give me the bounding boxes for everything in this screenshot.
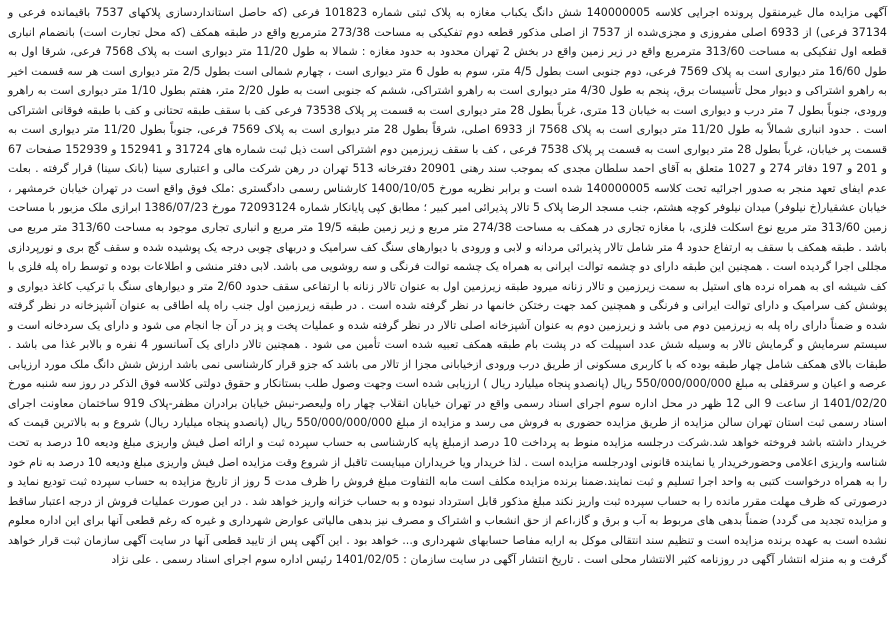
- notice-body-text: آگهی مزایده مال غیرمنقول پرونده اجرایی کلاسه 140000005 شش دانگ یکباب مغازه به پلاک ثبتی شماره 101823 فرعی (که حاصل استانداردسازی پلاکهای 7537 باقیمانده فرعی و 37134 فرعی) از 6933 اصلی مفروزی و مجزی‌شده از 7537 از اصلی مذکور قطعه دوم تفکیکی به مساحت 273/38 مترمربع واقع در طبقه همکف (که محل تجارت است) بانضمام انباری قطعه اول تفکیکی به مساحت 313/60 مترمربع واقع در زیر زمین واقع در بخش 2 تهران محدود به حدود مغازه : شمالا به طول 11/20 متر دیواری است به پلاک 7568 فرعی، شرقا اول به طول 16/60 متر دیواری است به پلاک 7569 فرعی، دوم جنوبی است بطول 4/5 متر، سوم به طول 6 متر دیواری است ، چهارم شمالی است بطول 2/5 متر دیواری است هر سه قسمت اخیر به راهرو اشتراکی و دیوار محل تأسیسات برق، پنجم به طول 4/30 متر دیواری است به راهرو اشتراکی، ششم که جنوبی است به طول 2/20 متر، هفتم بطول 1/10 متر دیواری است به راهرو ورودی، جنوباً بطول 7 متر درب و دیواری است به خیابان 13 متری، غرباً بطول 28 متر دیواری است به قسمت پر پلاک 73538 فرعی کف با سقف طبقه تحتانی و کف با طبقه فوقانی اشتراکی است . حدود انباری شمالاً به طول 11/20 متر دیواری است به پلاک 7568 از 6933 اصلی، شرقاً بطول 28 متر دیواری است به پلاک 7569 فرعی، جنوباً بطول 11/20 متر دیواری است به قسمت پر خیابان، غرباً بطول 28 متر دیواری است به قسمت پر پلاک 7538 فرعی ، کف با سقف زیرزمین دوم اشتراکی است ذیل ثبت شماره های 31724 و 152941 و 152939 صفحات 67 و 201 و 197 دفاتر 274 و 1027 متعلق به آقای احمد سلطان مجدی که بموجب سند رهنی 20901 دفترخانه 513 تهران در رهن شرکت مالی و اعتباری سینا (بانک سینا) قرار گرفته . بعلت عدم ایفای تعهد منجر به صدور اجرائیه تحت کلاسه 140000005 شده است و برابر نظریه مورخ 1400/10/05 کارشناس رسمی دادگستری :ملک فوق واقع است در تهران خیابان خرمشهر ، خیابان عشقیار(خ نیلوفر) میدان نیلوفر کوچه هشتم، جنب مسجد الرضا پلاک 5 تالار پذیرائی امیر کبیر ؛ مطابق کپی پایانکار شماره 72093124 مورخ 1386/07/23 ابرازی ملک مزبور با مساحت زمین 313/60 متر مربع نوع اسکلت فلزی، با مغازه تجاری در همکف به مساحت 274/38 متر مربع و زیر زمین طبقه 19/5 متر مربع و انباری تجاری موجود به مساحت 313/60 متر مربع می باشد . طبقه همکف با سقف به ارتفاع حدود 4 متر شامل تالار پذیرائی مردانه و لابی و ورودی با دیوارهای سنگ کف سرامیک و دربهای چوبی درجه یک پوشیده شده و سقف گچ بری و نورپردازی مجللی اجرا گردیده است . همچنین این طبقه دارای دو چشمه توالت ایرانی به همراه یک چشمه توالت فرنگی و سه روشویی می باشد. لابی دفتر منشی و اطلاعات بوده و توسط راه پله فلزی با کف شیشه ای به همراه نرده های استیل به سمت زیرزمین و تالار زنانه میرود طبقه زیرزمین اول به عنوان تالار زنانه با ارتفاعی سقف حدود 2/60 متر و دیوارهای سنگ با ترکیب کاغذ دیواری و پوشش کف سرامیک و دارای توالت ایرانی و فرنگی و همچنین کمد جهت رختکن خانمها در نظر گرفته شده است . در طبقه زیرزمین اول جنب راه پله اطاقی به عنوان آشپزخانه در نظر گرفته شده و ضمناً دارای راه پله به زیرزمین دوم می باشد و زیرزمین دوم به عنوان آشپزخانه اصلی تالار در نظر گرفته شده و عملیات پخت و پز در آن جا انجام می شود و دارای یک سردخانه است و سیستم سرمایش و گرمایش تالار به وسیله شش عدد اسپیلت که در پشت بام طبقه همکف تعبیه شده است تأمین می شود . همچنین تالار دارای یک آسانسور 4 نفره و بالابر غذا می باشد . طبقات بالای همکف شامل چهار طبقه بوده که با کاربری مسکونی از طریق درب ورودی ازخیابانی مجزا از تالار می باشد که جزو قرار کارشناسی نمی باشد ارزش شش دانگ ملک مورد ارزیابی عرصه و اعیان و سرقفلی به مبلغ 550/000/000/000 ریال (پانصدو پنجاه میلیارد ریال ) ارزیابی شده است وجهت وصول طلب بستانکار و حقوق دولتی کلاسه فوق الذکر در روز سه شنبه مورخ 1401/02/20 از ساعت 9 الی 12 ظهر در محل اداره سوم اجرای اسناد رسمی واقع در تهران خیابان انقلاب چهار راه ولیعصر-نبش خیابان برادران مظفر-پلاک 919 ساختمان معاونت اجرای اسناد رسمی ثبت استان تهران سالن مزایده از طریق مزایده حضوری به فروش می رسد و مزایده از مبلغ 550/000/000/000 ریال (پانصدو پنجاه میلیارد ریال) شروع و به بالاترین قیمت که خریدار داشته باشد فروخته خواهد شد.شرکت درجلسه مزایده منوط به پرداخت 10 درصد ازمبلغ پایه کارشناسی به حساب سپرده ثبت و ارائه اصل فیش واریزی مبلغ ودیعه 10 درصد به تحت شناسه واریزی اعلامی وحضورخریدار یا نماینده قانونی اودرجلسه مزایده است . لذا خریدار ویا خریداران میبایست تاقبل از شروع وقت مزایده اصل فیش واریزی مبلغ ودیعه 10 درصد به نام خود را به همراه درخواست کتبی به واحد اجرا تسلیم و ثبت نمایند.ضمنا برنده مزایده مکلف است مابه التفاوت مبلغ فروش را ظرف مدت 5 روز از تاریخ مزایده به حساب سپرده ثبت تودیع نماید و درصورتی که ظرف مهلت مقرر مانده را به حساب سپرده ثبت واریز نکند مبلغ مذکور قابل استرداد نبوده و به حساب خزانه واریز خواهد شد . در این صورت عملیات فروش از درجه اعتبار ساقط و مزایده تجدید می گردد) ضمناً بدهی های مربوط به آب و برق و گاز،اعم از حق انشعاب و اشتراک و مصرف نیز بدهی مالیاتی عوارض شهرداری و غیره که رغم قطعی آنها برای این اداره معلوم نشده است به عهده برنده مزایده است و تنظیم سند انتقالی موکل به ارایه مفاصا حسابهای شهرداری و... خواهد بود . این آگهی پس از تایید قطعی آنها در سایت آگهی سازمان ثبت قرار خواهد گرفت و به منزله انتشار آگهی در روزنامه کثیر الانتشار محلی است . تاریخ انتشار آگهی در سایت سازمان : 1401/02/05 رئیس اداره سوم اجرای اسناد رسمی . علی نژاد: [8, 6, 888, 567]
